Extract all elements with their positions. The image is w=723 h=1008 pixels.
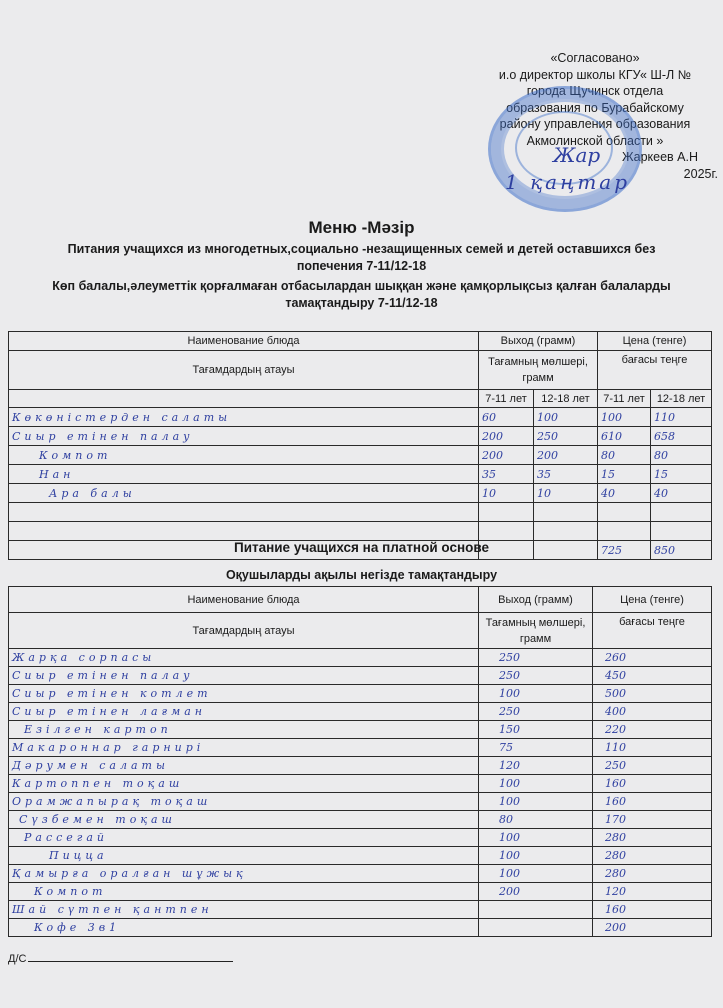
header-yield-kz: Тағамның мөлшері, грамм — [479, 613, 593, 649]
header-name-kz: Тағамдардың атауы — [9, 613, 479, 649]
page-title: Меню -Мәзір — [308, 218, 415, 237]
age-col: 7-11 лет — [598, 390, 651, 408]
table-row: Сиыр етінен лағман 250 400 — [9, 703, 712, 721]
table-row: Компот 200 200 80 80 — [9, 446, 712, 465]
header-price-kz: бағасы теңге — [593, 613, 712, 649]
table-row: Ара балы 10 10 40 40 — [9, 484, 712, 503]
approval-line: «Согласовано» — [550, 51, 640, 65]
approval-line: району управления образования — [499, 117, 691, 131]
total-7-11: 725 — [598, 541, 651, 560]
header-name-kz: Тағамдардың атауы — [9, 351, 479, 390]
total-12-18: 850 — [651, 541, 712, 560]
header-name-ru: Наименование блюда — [9, 587, 479, 613]
table-row: Дәрумен салаты 120 250 — [9, 757, 712, 775]
table-row: Макароннар гарнирі 75 110 — [9, 739, 712, 757]
free-menu-table — [8, 331, 712, 560]
table-row: Пицца 100 280 — [9, 847, 712, 865]
age-col: 7-11 лет — [479, 390, 534, 408]
approval-line: образования по Бурабайскому — [506, 100, 684, 115]
subtitle-ru: Питания учащихся из многодетных,социально -незащищенных семей и детей оставшихся без попечения 7-11/12-18 — [67, 242, 656, 273]
table-row: Орамжапырақ тоқаш 100 160 — [9, 793, 712, 811]
paid-section-title: Питание учащихся на платной основе — [233, 540, 489, 555]
table-row: Қамырға оралған шұжық 100 280 — [9, 865, 712, 883]
table-row: Сүзбемен тоқаш 80 170 — [9, 811, 712, 829]
approval-line: и.о директор школы КГУ« Ш-Л № — [498, 67, 692, 82]
header-yield-kz: Тағамның мөлшері, грамм — [479, 351, 598, 390]
table-row: Сиыр етінен палау 250 450 — [9, 667, 712, 685]
approval-year: 2025г. — [683, 166, 718, 181]
table-row: Сиыр етінен палау 200 250 610 658 — [9, 427, 712, 446]
header-yield-ru: Выход (грамм) — [479, 332, 598, 351]
footer-ds-label: Д/С — [8, 953, 27, 965]
subtitle-kz: Көп балалы,әлеуметтік қорғалмаған отбасылардан шыққан және қамқорлықсыз қалған балаларды тамақтандыру 7-11/12-18 — [52, 279, 671, 310]
header-yield-ru: Выход (грамм) — [479, 587, 593, 613]
signature: Жар — [553, 143, 601, 167]
approval-date-handwritten: 1 қаңтар — [505, 170, 631, 194]
table-row: Шай сүтпен қантпен 160 — [9, 901, 712, 919]
header-name-ru: Наименование блюда — [9, 332, 479, 351]
paid-menu-table — [8, 586, 712, 937]
footer-ds — [8, 953, 233, 965]
table-row: Рассегай 100 280 — [9, 829, 712, 847]
age-col: 12-18 лет — [534, 390, 598, 408]
table-row: Кофе 3в1 200 — [9, 919, 712, 937]
table-row: Езілген картоп 150 220 — [9, 721, 712, 739]
table-row: Жарқа сорпасы 250 260 — [9, 649, 712, 667]
table-row: Сиыр етінен котлет 100 500 — [9, 685, 712, 703]
paid-section-subtitle: Оқушыларды ақылы негізде тамақтандыру — [225, 568, 498, 582]
table-row: Нан 35 35 15 15 — [9, 465, 712, 484]
table-row: Картоппен тоқаш 100 160 — [9, 775, 712, 793]
header-price-ru: Цена (тенге) — [598, 332, 712, 351]
header-price-kz: бағасы теңге — [598, 351, 712, 390]
approval-signer: Жаркеев А.Н — [621, 150, 698, 164]
approval-line: города Щучинск отдела — [526, 84, 664, 98]
table-row: Компот 200 120 — [9, 883, 712, 901]
approval-line: Акмолинской области » — [526, 133, 664, 148]
header-price-ru: Цена (тенге) — [593, 587, 712, 613]
age-col: 12-18 лет — [651, 390, 712, 408]
table-row: Көкөністерден салаты 60 100 100 110 — [9, 408, 712, 427]
